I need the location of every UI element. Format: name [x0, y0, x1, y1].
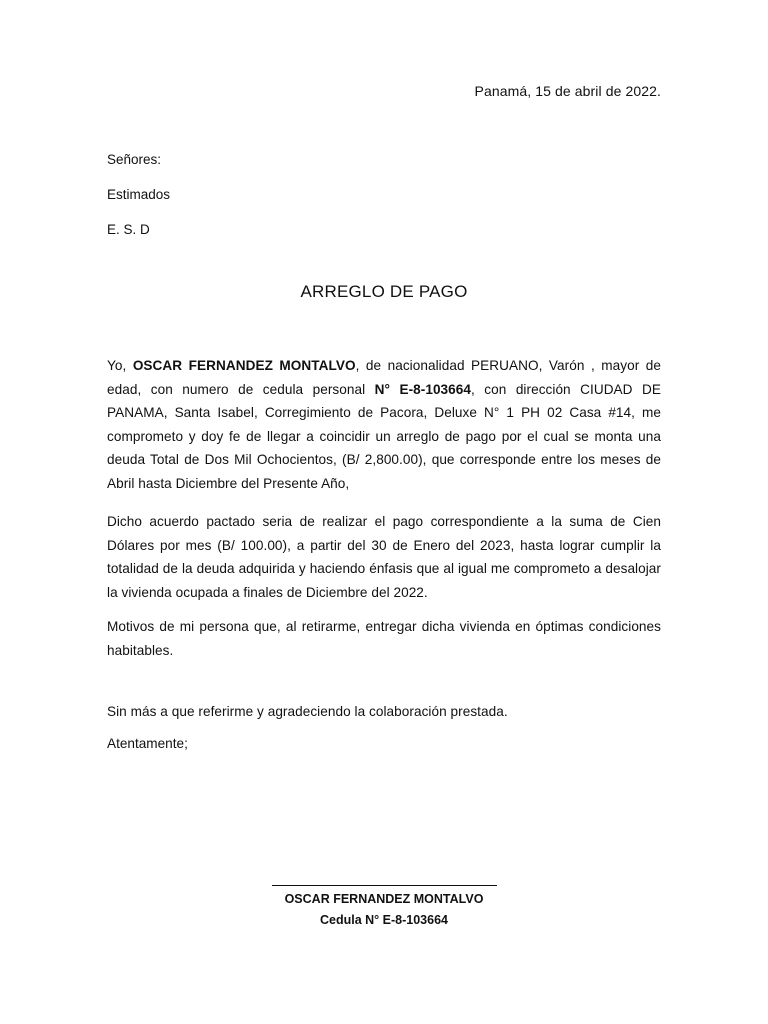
- debtor-name: OSCAR FERNANDEZ MONTALVO: [132, 358, 356, 373]
- letter-date: Panamá, 15 de abril de 2022.: [474, 83, 661, 99]
- paragraph-agreement: Dicho acuerdo pactado seria de realizar el pago correspondiente a la suma de Cien Dólares por mes (B/ 100.00), a partir del 30 de Enero del 2023, hasta lograr cumplir la totalidad de la deuda adquirida y haciendo énfasis que al igual me comprometo a desalojar la vivienda ocupada a finales de Diciembre del 2022.: [107, 514, 661, 600]
- salutation-senores: Señores:: [107, 152, 162, 167]
- salutation-estimados: Estimados: [107, 187, 171, 202]
- paragraph-declaration: [107, 354, 661, 496]
- paragraph-reasons: Motivos de mi persona que, al retirarme, entregar dicha vivienda en óptimas condiciones habitables.: [107, 619, 661, 658]
- paragraph-text: , con dirección CIUDAD DE PANAMA, Santa Isabel, Corregimiento de Pacora, Deluxe N° 1 PH 02 Casa #14, me comprometo y doy fe de llegar a coincidir un arreglo de pago por el cual se monta una deuda Total de Dos Mil Ochocientos, (B/ 2,800.00), que corresponde entre los meses de Abril hasta Diciembre del Presente Año,: [107, 381, 661, 491]
- debtor-id: N° E-8-103664: [374, 381, 471, 397]
- paragraph-thanks: Sin más a que referirme y agradeciendo la colaboración prestada.: [107, 704, 508, 719]
- paragraph-text: , de nacionalidad PERUANO, Varón , mayor de edad, con numero de cedula personal: [107, 358, 661, 397]
- paragraph-text: Yo,: [107, 358, 133, 373]
- signature-line: [272, 885, 497, 886]
- signature-name: OSCAR FERNANDEZ MONTALVO: [284, 892, 484, 906]
- document-title: ARREGLO DE PAGO: [300, 282, 468, 301]
- salutation-esd: E. S. D: [107, 222, 150, 237]
- signature-id: Cedula N° E-8-103664: [320, 913, 448, 927]
- closing-phrase: Atentamente;: [107, 736, 188, 751]
